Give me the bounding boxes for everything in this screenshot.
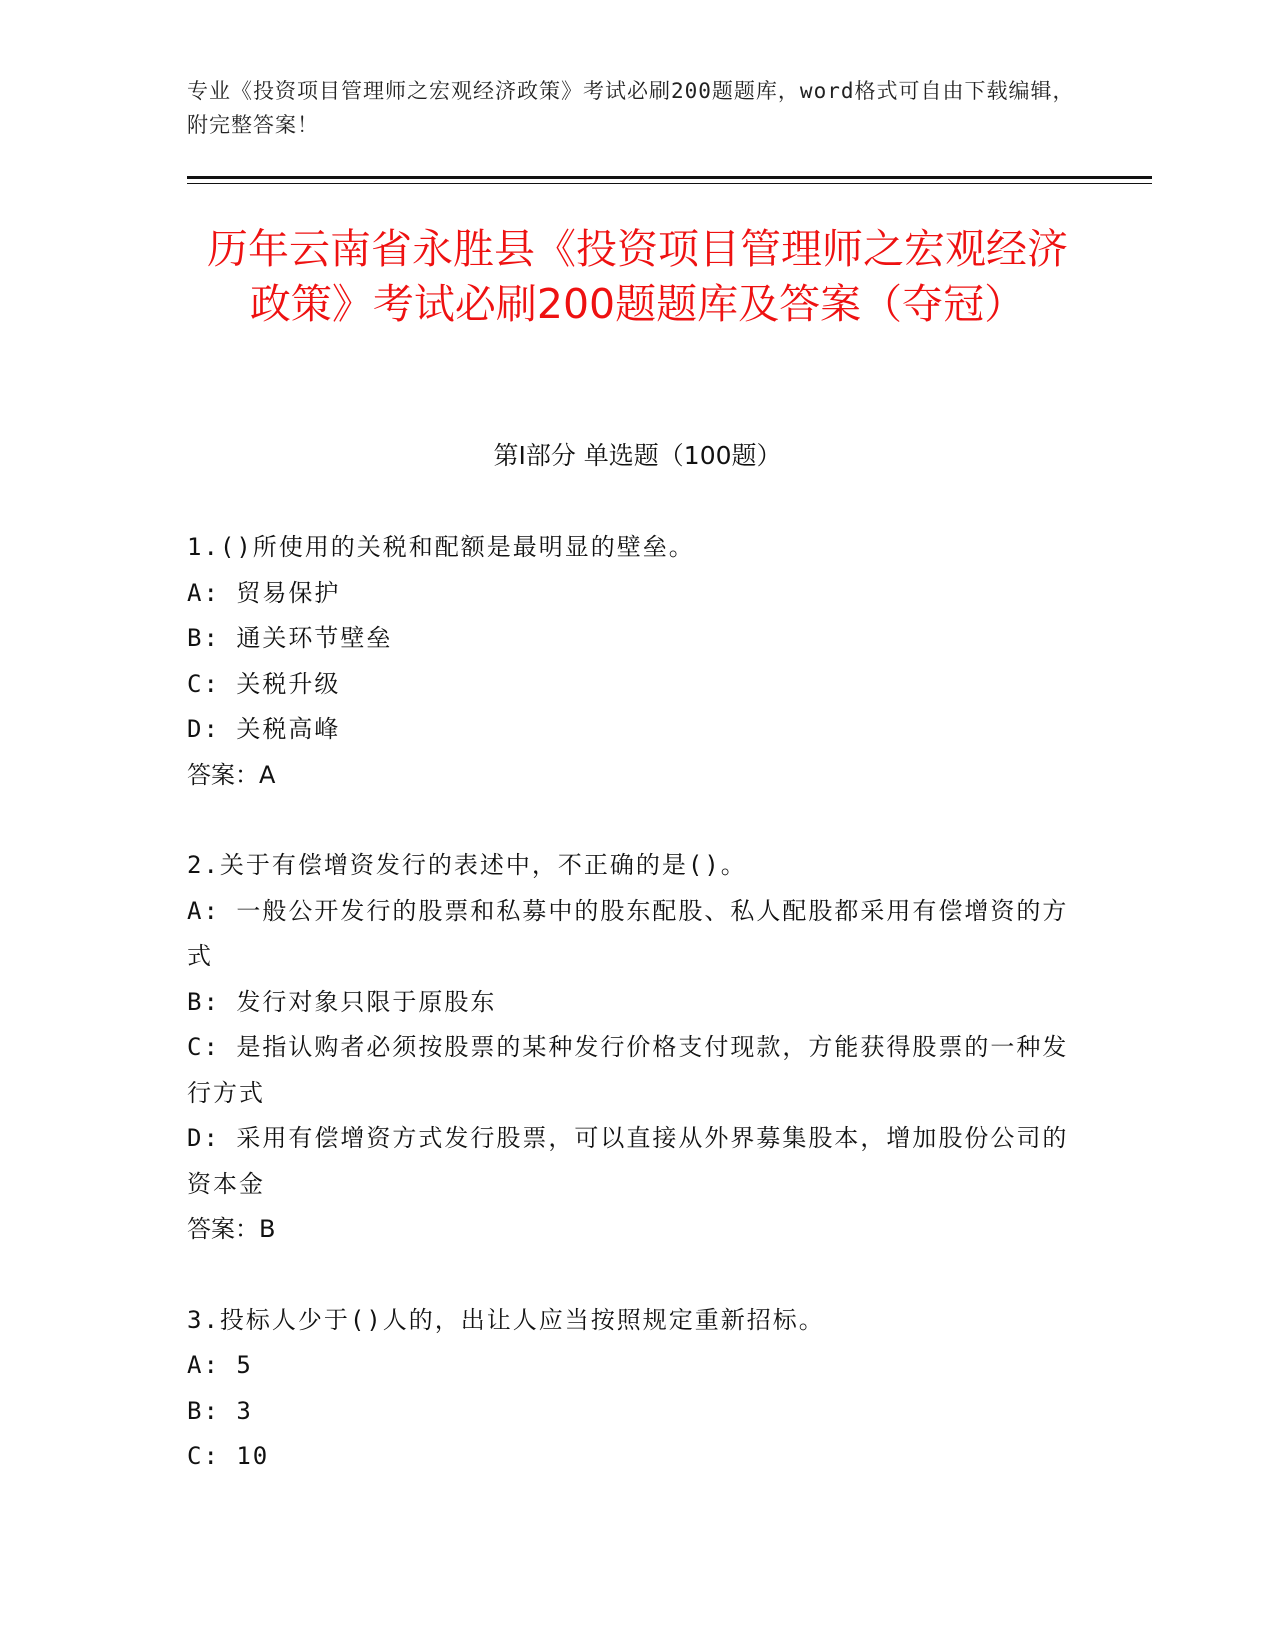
option-c: C: 是指认购者必须按股票的某种发行价格支付现款，方能获得股票的一种发行方式 bbox=[187, 1033, 1069, 1107]
option-a: A: 一般公开发行的股票和私募中的股东配股、私人配股都采用有偿增资的方式 bbox=[187, 896, 1069, 970]
section-heading: 第Ⅰ部分 单选题（100题） bbox=[493, 441, 782, 470]
option-c: C: 关税升级 bbox=[187, 669, 341, 698]
question-stem: 3.投标人少于()人的，出让人应当按照规定重新招标。 bbox=[187, 1305, 825, 1334]
question-stem: 2.关于有偿增资发行的表述中，不正确的是()。 bbox=[187, 851, 747, 879]
answer-line: 答案：B bbox=[187, 1215, 276, 1243]
option-c: C: 10 bbox=[187, 1442, 270, 1470]
option-a: A: 5 bbox=[187, 1351, 253, 1379]
header-divider-thick bbox=[187, 176, 1152, 179]
option-b: B: 通关环节壁垒 bbox=[187, 624, 393, 652]
option-b: B: 3 bbox=[187, 1396, 253, 1425]
header-divider-thin bbox=[187, 183, 1152, 184]
question-2 bbox=[187, 843, 1087, 1253]
header-note: 专业《投资项目管理师之宏观经济政策》考试必刷200题题库，word格式可自由下载编辑，附完整答案！ bbox=[187, 79, 1075, 137]
option-b: B: 发行对象只限于原股东 bbox=[187, 987, 497, 1016]
option-d: D: 关税高峰 bbox=[187, 715, 341, 743]
question-1 bbox=[187, 525, 1087, 798]
document-title: 历年云南省永胜县《投资项目管理师之宏观经济政策》考试必刷200题题库及答案（夺冠） bbox=[207, 225, 1068, 328]
option-d: D: 采用有偿增资方式发行股票，可以直接从外界募集股本，增加股份公司的资本金 bbox=[187, 1124, 1069, 1198]
answer-line: 答案：A bbox=[187, 760, 276, 789]
question-stem: 1.()所使用的关税和配额是最明显的壁垒。 bbox=[187, 533, 695, 561]
question-3 bbox=[187, 1298, 1087, 1480]
option-a: A: 贸易保护 bbox=[187, 578, 341, 607]
question-list bbox=[187, 525, 1087, 1525]
